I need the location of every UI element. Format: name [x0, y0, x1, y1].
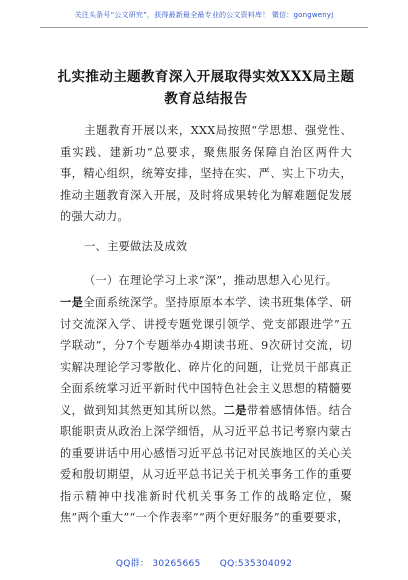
section-heading: 一、主要做法及成效 [84, 240, 188, 253]
header-note: 关注头条号“公文研究”，获得最新最全最专业的公文资料库！ 微信：gongwenyj [74, 11, 334, 19]
intro-paragraph [60, 120, 352, 228]
point-lead-2: 二是 [223, 402, 247, 417]
intro-text: 主题教育开展以来，XXX局按照“学思想、强党性、重实践、建新功”总要求，聚焦服务保障自治区两件大事，精心组织，统筹安排，坚持在实、严、实上下功夫，推动主题教育深入开展，及时将成果转化为解难题促发展的强大动力。 [60, 124, 352, 223]
document-title: 扎实推动主题教育深入开展取得实效XXX局主题教育总结报告 [57, 69, 355, 107]
footer-contact [0, 556, 408, 569]
subsection-heading: （一）在理论学习上求“深”，推动思想入心见行。 [84, 274, 338, 287]
footer-qq: QQ:535304092 [219, 559, 293, 569]
header-divider [40, 27, 368, 28]
body-paragraph [60, 292, 352, 529]
point-text-2: 带着感情体悟。结合职能职责从政治上深学细悟，从习近平总书记考察内蒙古的重要讲话中用心感悟习近平总书记对民族地区的关心关爱和殷切期望，从习近平总书记关于机关事务工作的重要指示精神中找准新时代机关事务工作的战略定位，聚焦”两个重大”“一个作表率”“两个更好服务”的重要要求， [60, 403, 352, 524]
point-lead-1: 一是 [60, 295, 84, 309]
point-text-1: 全面系统深学。坚持原原本本学、读书班集体学、研讨交流深入学、讲授专题党课引领学、党支部跟进学”五学联动”，分7个专题举办4期读书班、9次研讨交流，切实解决理论学习零散化、碎片化的问题，让党员干部真正全面系统掌习近平新时代中国特色社会主义思想的精髓要义，做到知其然更知其所以然。 [60, 296, 352, 417]
footer-qq-group: QQ群： 30265665 [115, 559, 201, 569]
